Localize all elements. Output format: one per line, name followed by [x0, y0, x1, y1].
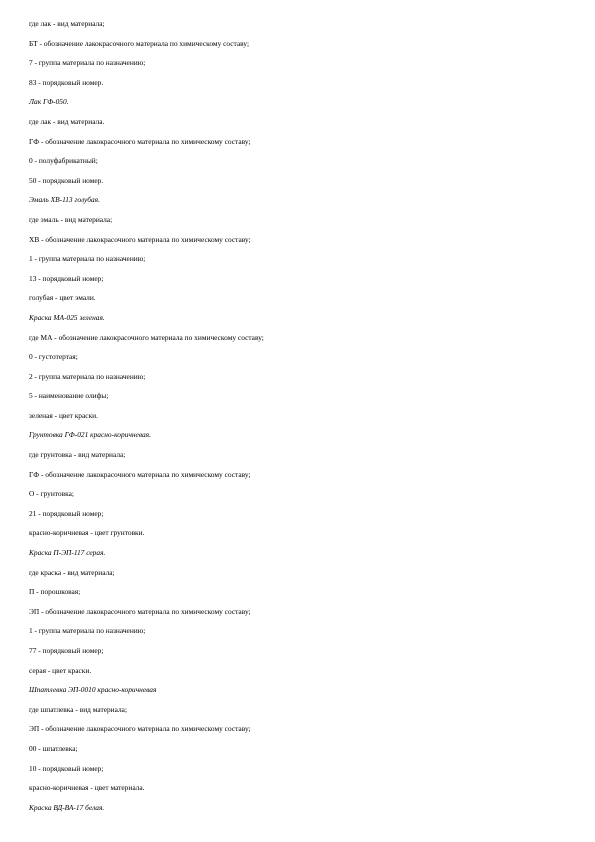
text-line: П - порошковая;	[29, 587, 81, 597]
text-line: 77 - порядковый номер;	[29, 646, 104, 655]
text-line: зеленая - цвет краски.	[29, 410, 98, 420]
text-line: голубая - цвет эмали.	[29, 293, 96, 303]
material-heading: Краска ВД-ВА-17 белая.	[29, 802, 105, 812]
text-line: 2 - группа материала по назначению;	[29, 371, 146, 381]
material-heading: Краска П-ЭП-117 серая.	[29, 548, 106, 558]
text-line: где грунтовка - вид материала;	[29, 450, 126, 460]
text-line: 7 - группа материала по назначению;	[29, 58, 146, 68]
text-line: 50 - порядковый номер.	[29, 175, 104, 185]
text-line: где лак - вид материала;	[29, 19, 105, 28]
text-line: где МА - обозначение лакокрасочного материала по химическому составу;	[29, 332, 264, 342]
material-heading: Шпатлевка ЭП-0010 красно-коричневая	[29, 685, 157, 695]
text-line: ХВ - обозначение лакокрасочного материала по химическому составу;	[29, 234, 251, 244]
material-heading: Грунтовка ГФ-021 красно-коричневая.	[29, 430, 151, 440]
text-line: ЭП - обозначение лакокрасочного материала по химическому составу;	[29, 606, 251, 616]
text-line: 1 - группа материала по назначению;	[29, 626, 146, 636]
text-line: серая - цвет краски.	[29, 665, 92, 675]
text-line: БТ - обозначение лакокрасочного материала по химическому составу;	[29, 38, 250, 48]
text-line: где эмаль - вид материала;	[29, 214, 113, 224]
material-heading: Лак ГФ-050.	[29, 97, 69, 107]
text-line: красно-коричневая - цвет материала.	[29, 783, 145, 793]
text-line: О - грунтовка;	[29, 489, 74, 499]
text-line: где лак - вид материала.	[29, 116, 105, 126]
material-heading: Краска МА-025 зеленая.	[29, 312, 105, 322]
text-line: 0 - густотертая;	[29, 352, 78, 362]
document-page	[29, 14, 579, 817]
text-line: ГФ - обозначение лакокрасочного материала по химическому составу;	[29, 136, 251, 146]
text-line: 83 - порядковый номер.	[29, 77, 104, 87]
text-line: красно-коричневая - цвет грунтовки.	[29, 528, 145, 538]
text-line: 0 - полуфабрикатный;	[29, 156, 98, 166]
text-line: ГФ - обозначение лакокрасочного материала по химическому составу;	[29, 469, 251, 479]
text-line: ЭП - обозначение лакокрасочного материала по химическому составу;	[29, 724, 251, 734]
text-line: 1 - группа материала по назначению;	[29, 254, 146, 264]
material-heading: Эмаль ХВ-113 голубая.	[29, 195, 100, 205]
text-line: 10 - порядковый номер;	[29, 763, 104, 773]
text-line: 13 - порядковый номер;	[29, 273, 104, 283]
text-line: 00 - шпатлевка;	[29, 743, 78, 753]
text-line: 21 - порядковый номер;	[29, 508, 104, 518]
text-line: где краска - вид материала;	[29, 567, 115, 577]
text-line: 5 - наименование олифы;	[29, 391, 109, 401]
text-line: где шпатлевка - вид материала;	[29, 704, 128, 714]
